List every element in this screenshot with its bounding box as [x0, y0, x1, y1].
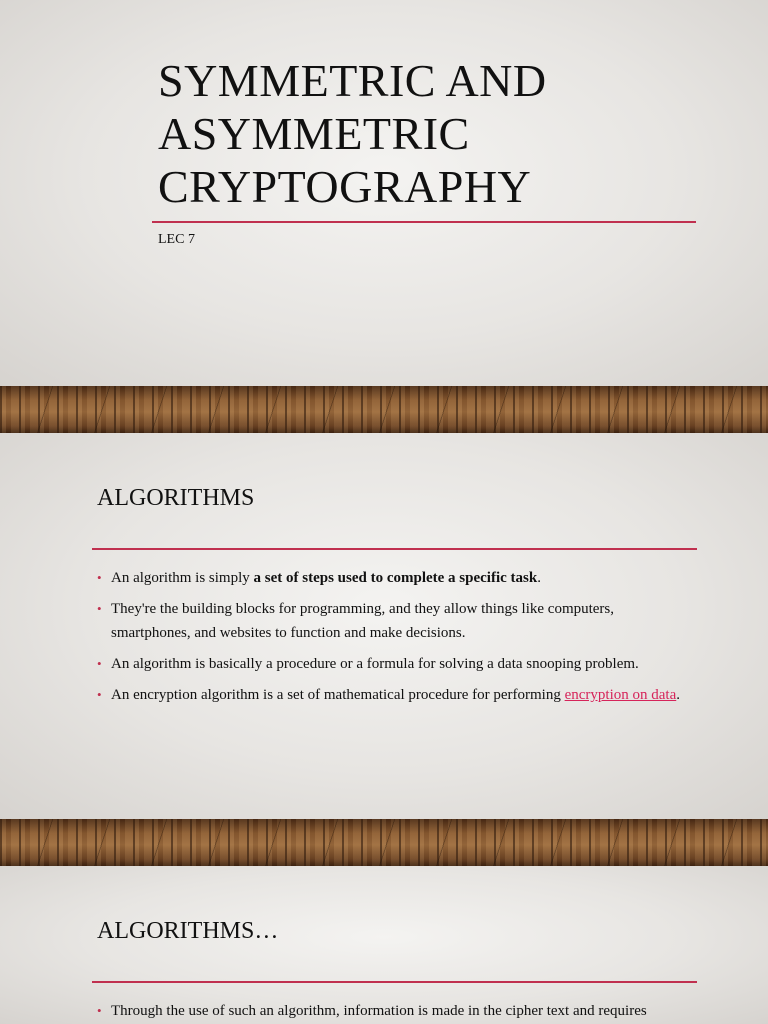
heading-divider	[92, 981, 697, 983]
title-slide	[0, 0, 768, 386]
list-item	[97, 683, 697, 707]
list-item	[97, 999, 697, 1023]
wood-floor-divider	[0, 819, 768, 866]
title-line-1: SYMMETRIC AND	[158, 55, 547, 106]
bullet-icon: •	[97, 1003, 102, 1018]
encryption-on-data-link[interactable]: encryption on data	[564, 687, 677, 703]
slide-heading: ALGORITHMS	[97, 485, 255, 511]
list-item	[97, 652, 697, 676]
slide-heading: ALGORITHMS…	[97, 918, 279, 944]
list-item	[97, 566, 697, 590]
bullet-list	[97, 999, 697, 1024]
bullet-text: An algorithm is simply	[111, 570, 254, 586]
title-line-2: ASYMMETRIC	[158, 108, 470, 159]
title-divider	[152, 221, 696, 223]
bullet-text: .	[537, 570, 541, 586]
bullet-text: An encryption algorithm is a set of mathematical procedure for performing	[111, 687, 565, 703]
algorithms-slide	[0, 433, 768, 819]
heading-divider	[92, 548, 697, 550]
wood-floor-divider	[0, 386, 768, 433]
list-item	[97, 597, 697, 645]
bullet-list	[97, 566, 697, 714]
bullet-icon: •	[97, 601, 102, 616]
bullet-icon: •	[97, 570, 102, 585]
slide-title	[158, 54, 547, 213]
bullet-icon: •	[97, 687, 102, 702]
slide-subtitle: LEC 7	[158, 232, 195, 247]
bullet-text: An algorithm is basically a procedure or a formula for solving a data snooping problem.	[111, 656, 639, 672]
bullet-icon: •	[97, 656, 102, 671]
title-line-3: CRYPTOGRAPHY	[158, 161, 532, 212]
bullet-bold-text: a set of steps used to complete a specific task	[253, 570, 538, 586]
bullet-text: They're the building blocks for programming, and they allow things like computers, smartphones, and websites to function and make decisions.	[111, 601, 615, 641]
bullet-text: Through the use of such an algorithm, information is made in the cipher text and requires	[111, 1003, 647, 1019]
algorithms-continued-slide	[0, 866, 768, 1024]
bullet-text: .	[676, 687, 680, 703]
